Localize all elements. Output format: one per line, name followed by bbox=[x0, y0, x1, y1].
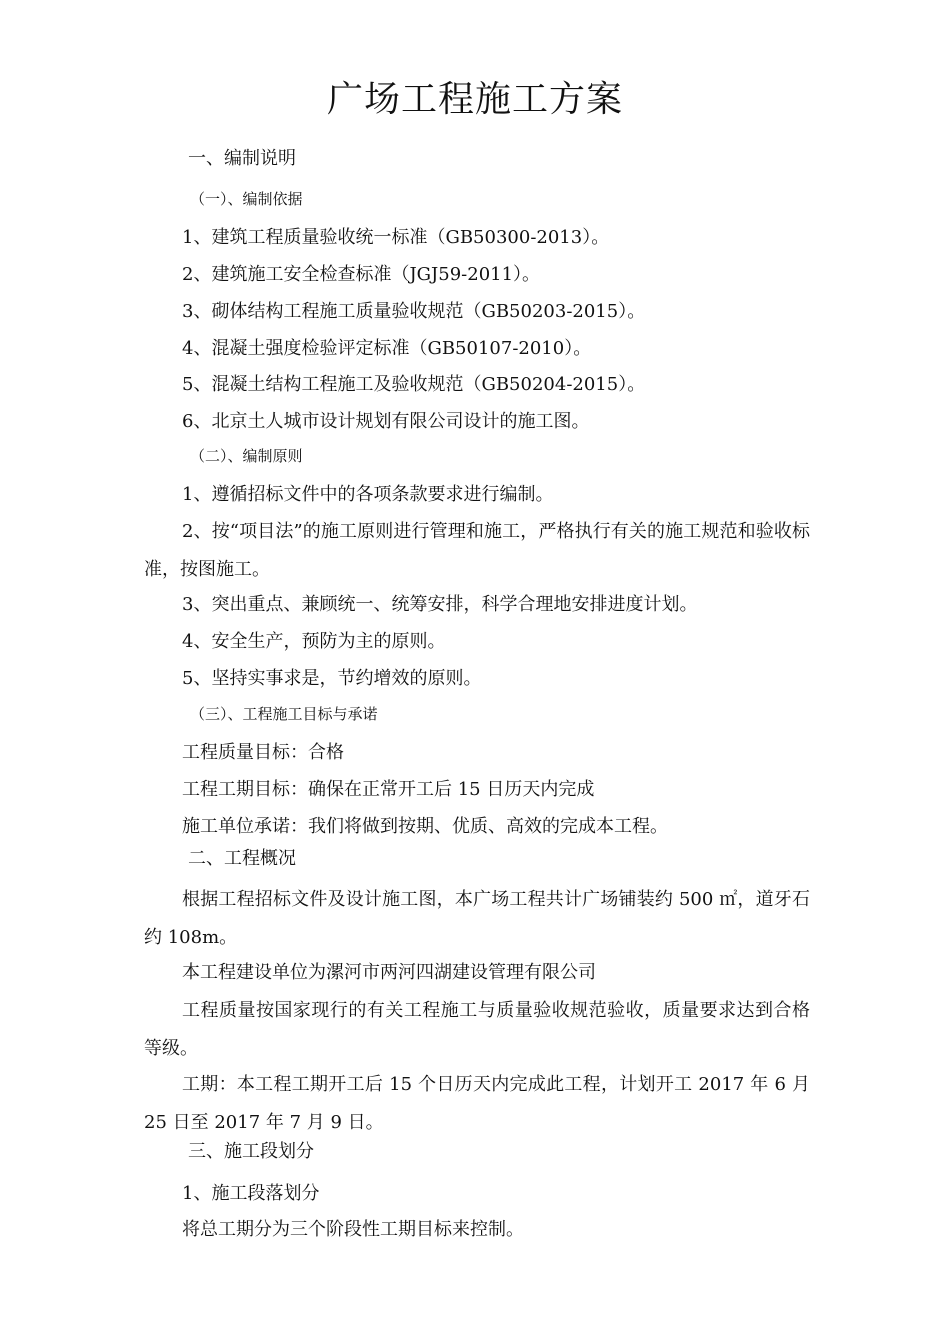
overview-paragraph: 工程质量按国家现行的有关工程施工与质量验收规范验收，质量要求达到合格等级。 bbox=[144, 1000, 810, 1059]
principle-item: 5、坚持实事求是，节约增效的原则。 bbox=[182, 668, 482, 689]
principle-item: 3、突出重点、兼顾统一、统筹安排，科学合理地安排进度计划。 bbox=[182, 594, 698, 615]
basis-item: 6、北京土人城市设计规划有限公司设计的施工图。 bbox=[182, 411, 590, 432]
basis-item: 1、建筑工程质量验收统一标准（GB50300-2013）。 bbox=[182, 227, 610, 248]
principle-item: 2、按“项目法”的施工原则进行管理和施工，严格执行有关的施工规范和验收标准，按图施工。 bbox=[144, 521, 810, 580]
basis-item: 4、混凝土强度检验评定标准（GB50107-2010）。 bbox=[182, 338, 592, 359]
section-heading-compilation: 一、编制说明 bbox=[188, 148, 296, 169]
overview-paragraph: 本工程建设单位为漯河市两河四湖建设管理有限公司 bbox=[182, 962, 596, 983]
section-heading-segments: 三、施工段划分 bbox=[188, 1141, 314, 1162]
goal-item: 工程质量目标：合格 bbox=[182, 742, 344, 763]
subsection-heading-goals: （三）、工程施工目标与承诺 bbox=[190, 705, 378, 723]
segment-paragraph: 将总工期分为三个阶段性工期目标来控制。 bbox=[182, 1219, 524, 1240]
principle-item: 1、遵循招标文件中的各项条款要求进行编制。 bbox=[182, 484, 554, 505]
overview-paragraph: 工期：本工程工期开工后 15 个日历天内完成此工程，计划开工 2017 年 6 月 25 日至 2017 年 7 月 9 日。 bbox=[144, 1074, 810, 1133]
goal-item: 施工单位承诺：我们将做到按期、优质、高效的完成本工程。 bbox=[182, 816, 668, 837]
subsection-heading-principles: （二）、编制原则 bbox=[190, 447, 303, 465]
principle-item: 4、安全生产，预防为主的原则。 bbox=[182, 631, 446, 652]
section-heading-overview: 二、工程概况 bbox=[188, 848, 296, 869]
basis-item: 3、砌体结构工程施工质量验收规范（GB50203-2015）。 bbox=[182, 301, 646, 322]
overview-paragraph: 根据工程招标文件及设计施工图，本广场工程共计广场铺装约 500 ㎡，道牙石约 108m。 bbox=[144, 889, 810, 948]
document-title: 广场工程施工方案 bbox=[326, 79, 623, 120]
segment-subheading: 1、施工段落划分 bbox=[182, 1183, 320, 1204]
subsection-heading-basis: （一）、编制依据 bbox=[190, 190, 303, 208]
basis-item: 2、建筑施工安全检查标准（JGJ59-2011）。 bbox=[182, 264, 541, 285]
goal-item: 工程工期目标：确保在正常开工后 15 日历天内完成 bbox=[182, 779, 595, 800]
basis-item: 5、混凝土结构工程施工及验收规范（GB50204-2015）。 bbox=[182, 374, 646, 395]
